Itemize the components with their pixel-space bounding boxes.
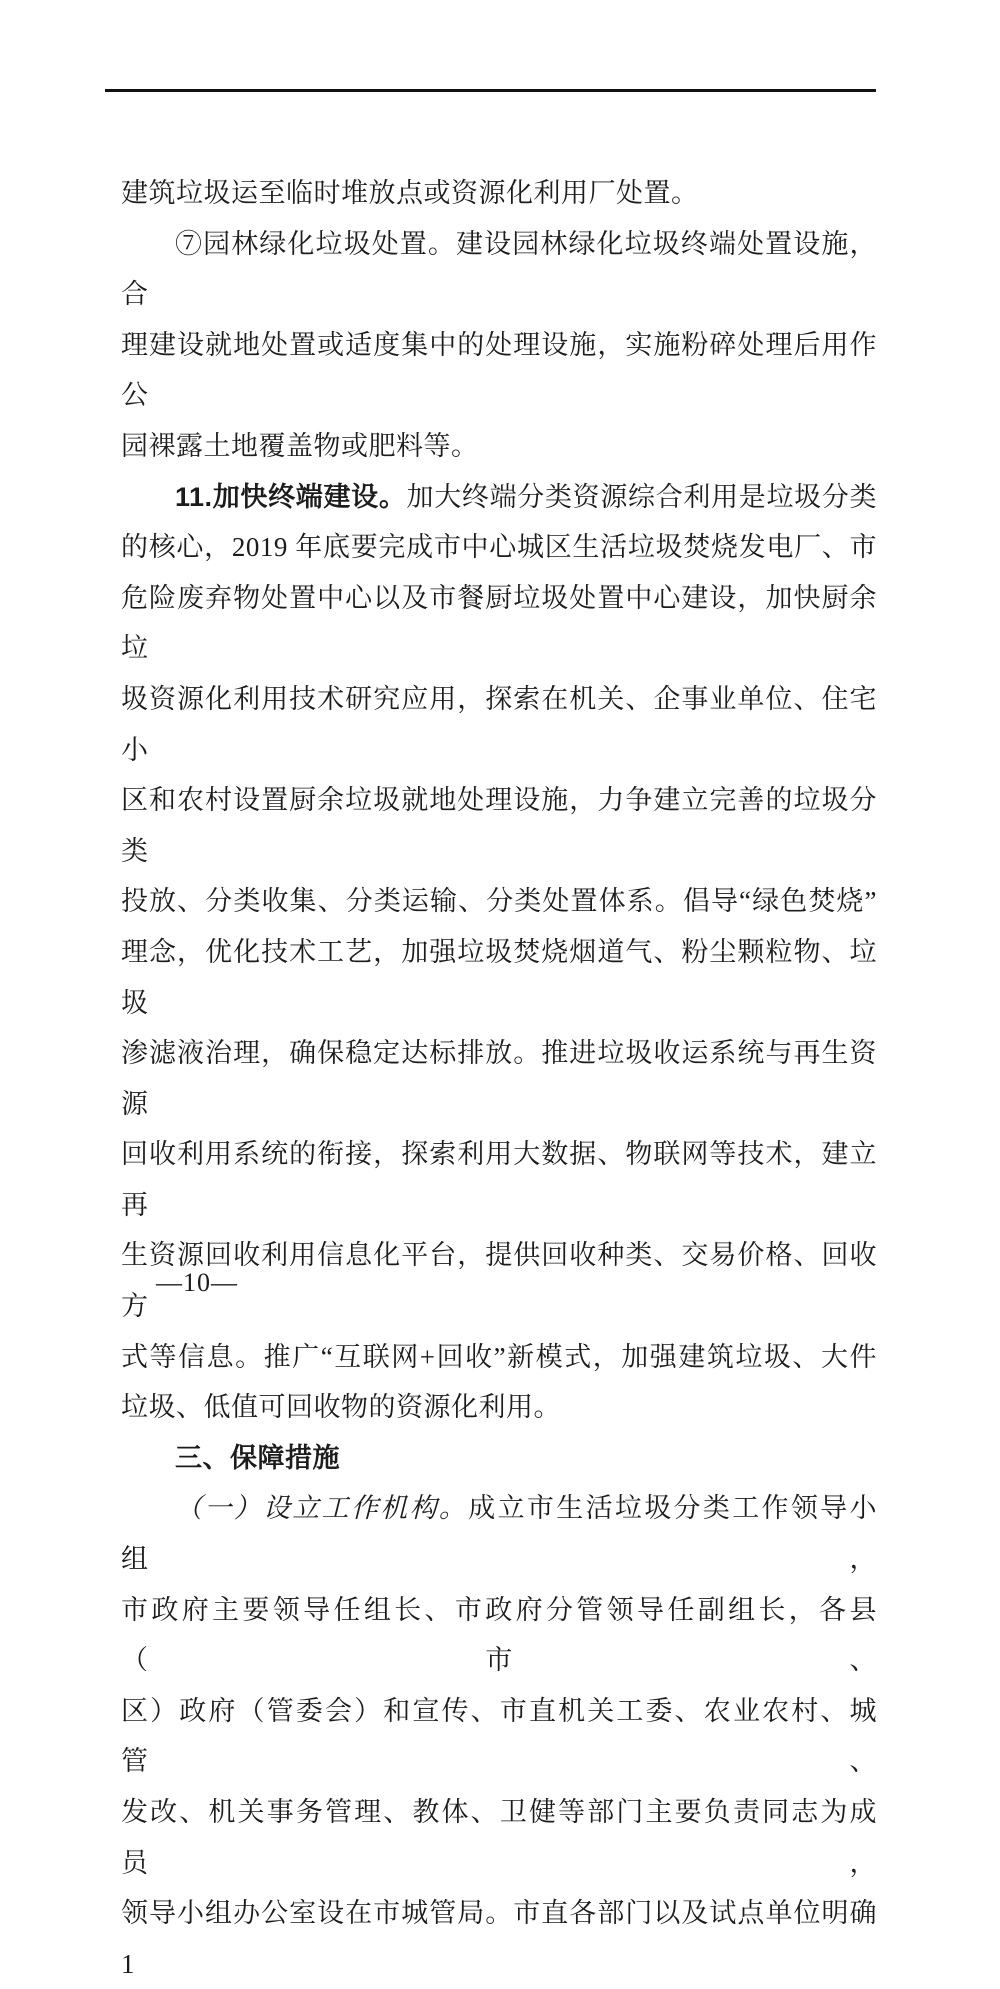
text-line	[121, 1585, 877, 1686]
heading-run: 三、保障措施	[175, 1442, 340, 1473]
page-number-text: —10—	[156, 1268, 238, 1297]
text-run: 区和农村设置厨余垃圾就地处理设施，力争建立完善的垃圾分类	[121, 785, 877, 866]
text-line	[121, 1888, 877, 1989]
text-line	[121, 1129, 877, 1230]
page-number	[156, 1266, 238, 1300]
text-run: 圾资源化利用技术研究应用，探索在机关、企事业单位、住宅小	[121, 683, 877, 765]
text-line	[121, 876, 877, 927]
text-run: 的核心，2019 年底要完成市中心城区生活垃圾焚烧发电厂、市	[121, 532, 877, 563]
text-run: 加大终端分类资源综合利用是垃圾分类	[406, 481, 877, 512]
text-line	[121, 1787, 877, 1888]
header-rule	[105, 89, 876, 92]
text-line	[121, 674, 877, 775]
text-line	[121, 421, 877, 472]
text-run: 成立市生活垃圾分类工作领导小组，	[121, 1493, 878, 1575]
text-run: 发改、机关事务管理、教体、卫健等部门主要负责同志为成员，	[121, 1797, 877, 1878]
bold-heading-run: 11.加快终端建设。	[175, 481, 407, 512]
text-run: 领导小组办公室设在市城管局。市直各部门以及试点单位明确 1	[121, 1898, 877, 1979]
text-run: 园裸露土地覆盖物或肥料等。	[121, 430, 479, 461]
text-run: 垃圾、低值可回收物的资源化利用。	[121, 1392, 561, 1423]
text-run: 回收利用系统的衔接，探索利用大数据、物联网等技术，建立再	[121, 1139, 877, 1220]
text-line	[121, 927, 877, 1028]
text-run: 渗滤液治理，确保稳定达标排放。推进垃圾收运系统与再生资源	[121, 1038, 877, 1119]
text-line	[121, 219, 877, 320]
text-line	[121, 573, 877, 674]
text-run: 危险废弃物处置中心以及市餐厨垃圾处置中心建设，加快厨余垃	[121, 582, 877, 664]
text-line	[121, 1686, 877, 1787]
text-line	[121, 1028, 877, 1129]
kaiti-heading-run: （一）设立工作机构。	[175, 1493, 469, 1524]
text-run: 市政府主要领导任组长、市政府分管领导任副组长，各县（市、	[121, 1594, 877, 1676]
text-run: 理建设就地处置或适度集中的处理设施，实施粉碎处理后用作公	[121, 329, 877, 411]
text-run: 区）政府（管委会）和宣传、市直机关工委、农业农村、城管、	[121, 1695, 877, 1777]
text-line	[121, 1382, 877, 1433]
text-line	[121, 320, 877, 421]
text-line	[121, 168, 877, 219]
text-run: 投放、分类收集、分类运输、分类处置体系。倡导“绿色焚烧”	[121, 886, 877, 917]
text-line	[121, 472, 877, 523]
text-line	[121, 1483, 877, 1584]
text-run: ⑦园林绿化垃圾处置。建设园林绿化垃圾终端处置设施，合	[121, 228, 877, 310]
section-heading	[121, 1433, 877, 1484]
text-run: 生资源回收利用信息化平台，提供回收种类、交易价格、回收方	[121, 1240, 877, 1322]
text-run: 理念，优化技术工艺，加强垃圾焚烧烟道气、粉尘颗粒物、垃圾	[121, 936, 877, 1018]
document-body	[121, 168, 877, 1989]
text-line	[121, 1332, 877, 1383]
text-run: 建筑垃圾运至临时堆放点或资源化利用厂处置。	[121, 178, 699, 208]
text-line	[121, 775, 877, 876]
text-line	[121, 522, 877, 573]
text-run: 式等信息。推广“互联网+回收”新模式，加强建筑垃圾、大件	[121, 1341, 877, 1372]
